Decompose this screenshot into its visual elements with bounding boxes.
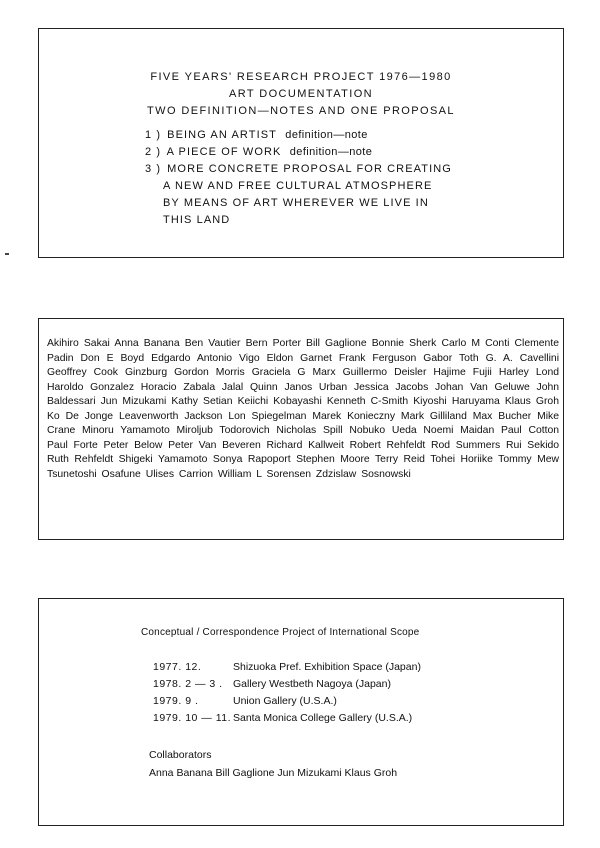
participant-name: Richard Kallweit <box>266 439 344 451</box>
participant-name: William L Sorensen <box>217 468 311 480</box>
item-number: 3 ) <box>145 163 162 175</box>
exhibition-date: 1978. 2 — 3 . <box>153 678 223 690</box>
exhibitions-box <box>38 598 564 826</box>
participant-names <box>47 337 559 482</box>
participant-name: Jalal Quinn <box>221 381 278 393</box>
participant-name: Tsunetoshi Osafune <box>47 468 141 480</box>
participant-name: G. A. Cavellini <box>485 352 559 364</box>
exhibition-venue: Shizuoka Pref. Exhibition Space (Japan) <box>233 661 421 673</box>
project-description-box <box>38 28 564 258</box>
header-line: TWO DEFINITION—NOTES AND ONE PROPOSAL <box>147 105 455 117</box>
exhibition-item <box>153 659 421 676</box>
exhibition-date: 1977. 12. <box>153 661 202 673</box>
participant-name: Guillermo Deisler <box>342 367 427 378</box>
participant-name: Don E Boyd <box>80 352 145 364</box>
participant-name: Graciela G Marx <box>251 367 336 378</box>
participant-name: Ulises Carrion <box>145 468 213 480</box>
participant-name: Bill Gaglione <box>306 338 367 349</box>
participant-name: Geoffrey Cook <box>47 367 118 378</box>
participant-name: Sonya Rapoport <box>212 454 291 465</box>
project-header <box>39 69 563 120</box>
list-item-continuation: A NEW AND FREE CULTURAL ATMOSPHERE <box>163 180 433 192</box>
exhibition-date: 1979. 9 . <box>153 695 199 707</box>
header-line: ART DOCUMENTATION <box>229 88 373 100</box>
participants-box <box>38 318 564 540</box>
exhibition-venue: Santa Monica College Gallery (U.S.A.) <box>233 712 413 724</box>
participant-name: Shigeki Yamamoto <box>118 454 208 465</box>
participant-name: Eldon Garnet <box>266 352 332 364</box>
exhibition-item <box>153 710 421 727</box>
participant-name: Nicholas Spill <box>276 425 343 436</box>
participant-name: Ruth Rehfeldt <box>47 454 114 465</box>
participant-name: John Baldessari <box>47 381 560 407</box>
participant-name: Terry Reid <box>374 454 425 465</box>
participant-name: Frank Ferguson <box>338 352 417 364</box>
participant-name: Tohei Horiike <box>430 454 493 465</box>
exhibition-venue: Gallery Westbeth Nagoya (Japan) <box>233 678 391 690</box>
header-line: FIVE YEARS' RESEARCH PROJECT 1976—1980 <box>150 71 452 83</box>
participant-name: Horacio Zabala <box>140 381 216 393</box>
list-item <box>145 161 452 178</box>
participant-name: Marek Konieczny <box>312 410 396 422</box>
exhibition-item <box>153 676 421 693</box>
participant-name: Clemente Padin <box>47 338 559 364</box>
item-note: definition—note <box>289 146 373 158</box>
participant-name: Jun Mizukami <box>100 396 167 407</box>
item-text: MORE CONCRETE PROPOSAL FOR CREATING <box>167 163 452 175</box>
list-item-continuation: BY MEANS OF ART WHEREVER WE LIVE IN <box>163 197 429 209</box>
participant-name: Tommy Mew <box>498 454 560 465</box>
participant-name: Gordon Morris <box>174 367 245 378</box>
participant-name: Edgardo Antonio Vigo <box>151 352 260 364</box>
participant-name: Stephen Moore <box>296 454 370 465</box>
participant-name: Paul Forte <box>47 439 98 451</box>
participant-name: Kenneth C-Smith <box>326 396 409 407</box>
participant-name: Janos Urban <box>284 381 348 393</box>
participant-name: Johan Van Geluwe <box>435 381 530 393</box>
collaborators-label: Collaborators <box>149 749 212 761</box>
participant-name: Miroljub Todorovich <box>176 425 270 436</box>
participant-name: Leavenworth Jackson <box>118 410 223 422</box>
participant-name: Akihiro Sakai <box>47 338 110 349</box>
participant-name: Jessica Jacobs <box>353 381 429 393</box>
participant-name: Ginzburg <box>124 367 168 378</box>
item-note: definition—note <box>285 129 368 141</box>
list-item <box>145 144 452 161</box>
participant-name: Anna Banana <box>114 338 180 349</box>
list-item-continuation: THIS LAND <box>163 214 231 226</box>
participant-name: Bonnie Sherk <box>371 338 437 349</box>
item-number: 2 ) <box>145 146 162 158</box>
participant-name: Keiichi Kobayashi <box>237 396 322 407</box>
participant-name: Robert Rehfeldt <box>349 439 426 451</box>
participant-name: Paul Cotton <box>500 425 560 436</box>
participant-name: Noemi Maidan <box>423 425 495 436</box>
participant-name: Haroldo Gonzalez <box>47 381 135 393</box>
participant-name: Mark Gilliland <box>400 410 467 422</box>
exhibition-list <box>153 659 421 727</box>
participant-name: Zdzislaw Sosnowski <box>315 468 411 480</box>
list-item <box>145 127 452 144</box>
participant-name: Max Bucher <box>472 410 532 422</box>
exhibition-date: 1979. 10 — 11. <box>153 712 232 724</box>
project-items-list <box>145 127 452 229</box>
section-title: Conceptual / Correspondence Project of International Scope <box>141 627 420 638</box>
participant-name: Minoru Yamamoto <box>82 425 170 436</box>
participant-name: Kathy Setian <box>171 396 233 407</box>
exhibition-item <box>153 693 421 710</box>
participant-name: Bern Porter <box>245 338 301 349</box>
item-number: 1 ) <box>145 129 162 141</box>
participant-name: Peter Van Beveren <box>168 439 261 451</box>
participant-name: Ko De Jonge <box>47 410 114 422</box>
participant-name: Lon Spiegelman <box>228 410 307 422</box>
participant-name: Kiyoshi Haruyama <box>413 396 500 407</box>
participant-name: Harley Lond <box>498 367 559 378</box>
participant-name: Rui Sekido <box>505 439 560 451</box>
participant-name: Rod Summers <box>430 439 501 451</box>
participant-name: Mike Crane <box>47 410 560 436</box>
participant-name: Carlo M Conti <box>441 338 510 349</box>
exhibition-venue: Union Gallery (U.S.A.) <box>233 695 337 707</box>
participant-name: Nobuko Ueda <box>349 425 417 436</box>
participant-name: Klaus Groh <box>504 396 559 407</box>
item-text: BEING AN ARTIST <box>167 129 277 141</box>
participant-name: Ben Vautier <box>184 338 241 349</box>
scan-mark <box>5 253 9 255</box>
participant-name: Peter Below <box>103 439 163 451</box>
collaborators-names: Anna Banana Bill Gaglione Jun Mizukami Klaus Groh <box>149 767 398 779</box>
participant-name: Hajime Fujii <box>433 367 492 378</box>
item-text: A PIECE OF WORK <box>166 146 282 158</box>
participant-name: Gabor Toth <box>423 352 479 364</box>
